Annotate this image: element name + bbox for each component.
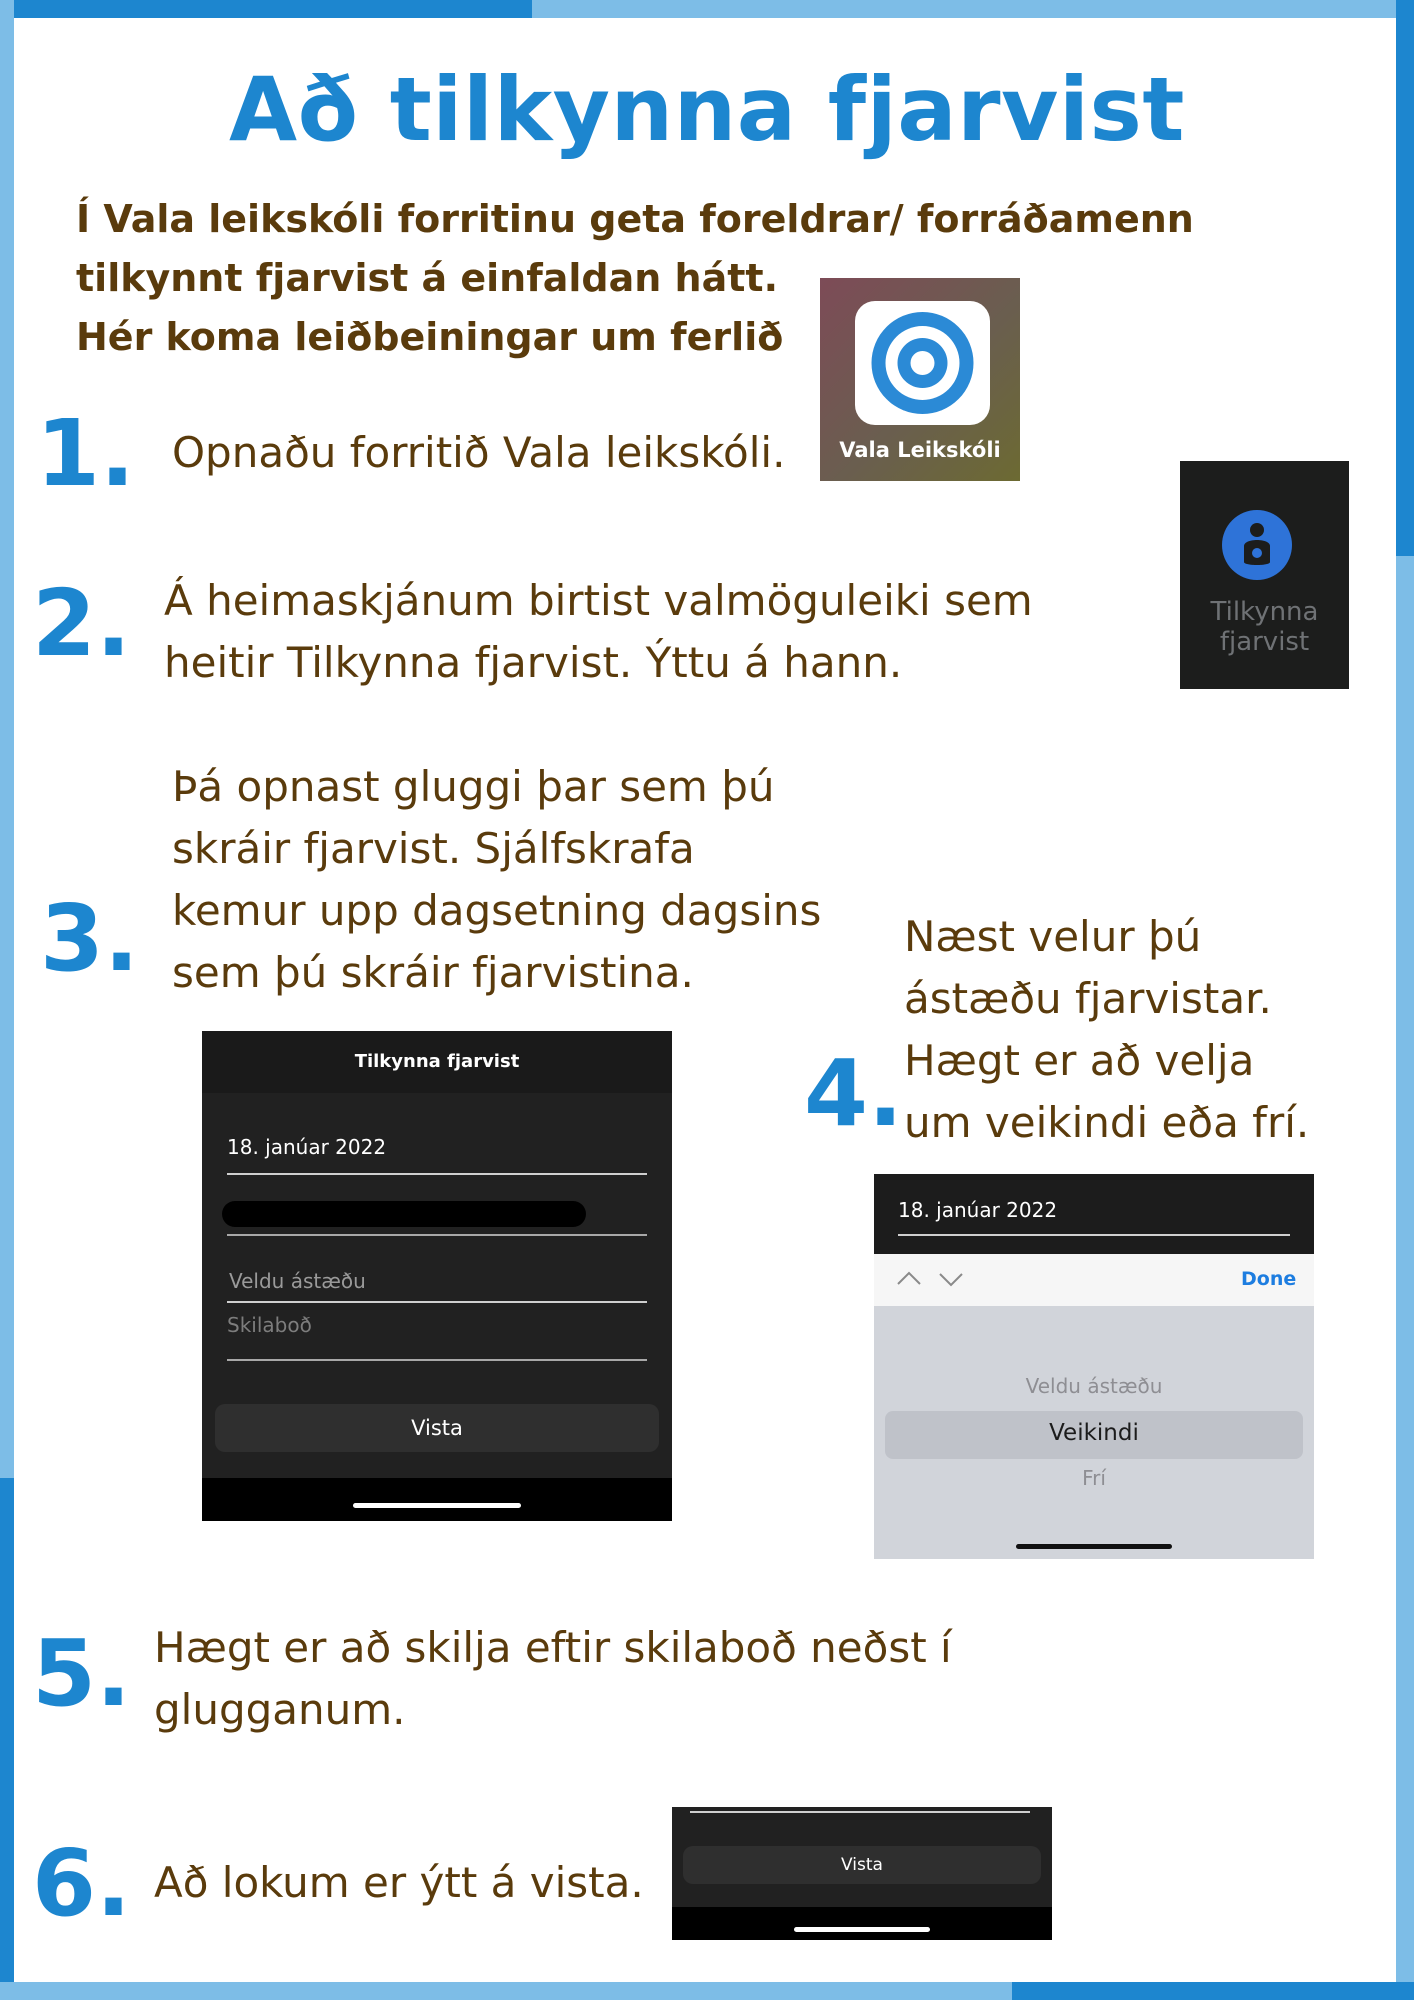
date-field[interactable]: 18. janúar 2022 bbox=[227, 1135, 387, 1159]
picker-toolbar bbox=[874, 1254, 1314, 1306]
divider bbox=[898, 1234, 1290, 1236]
app-icon-label: Vala Leikskóli bbox=[839, 438, 1001, 462]
intro-text bbox=[76, 190, 1346, 367]
vala-app-icon bbox=[820, 278, 1020, 481]
frame-left-light bbox=[0, 0, 14, 1478]
home-indicator bbox=[1016, 1544, 1172, 1549]
step-4-number: 4. bbox=[804, 1040, 903, 1147]
tile-label bbox=[1180, 597, 1349, 657]
screen-footer bbox=[202, 1478, 672, 1521]
chevron-up-icon[interactable] bbox=[894, 1264, 924, 1294]
redacted-field bbox=[222, 1201, 586, 1227]
step-2-text: Á heimaskjánum birtist valmöguleiki sem heitir Tilkynna fjarvist. Ýttu á hann. bbox=[164, 576, 1033, 687]
save-button[interactable]: Vista bbox=[683, 1846, 1041, 1884]
tile-label-line-2: fjarvist bbox=[1219, 627, 1310, 657]
target-icon bbox=[855, 301, 990, 425]
date-field[interactable]: 18. janúar 2022 bbox=[898, 1198, 1058, 1222]
divider bbox=[227, 1301, 647, 1303]
frame-bottom-light bbox=[0, 1982, 1012, 2000]
reason-picker-screen bbox=[874, 1174, 1314, 1559]
reason-select[interactable]: Veldu ástæðu bbox=[229, 1269, 366, 1293]
divider bbox=[227, 1359, 647, 1361]
frame-right-light bbox=[1396, 556, 1414, 2000]
step-5-text: Hægt er að skilja eftir skilaboð neðst í glugganum. bbox=[154, 1623, 952, 1734]
picker-option-selected[interactable]: Veikindi bbox=[1049, 1420, 1139, 1446]
step-4-text: Næst velur þú ástæðu fjarvistar. Hægt er að velja um veikindi eða frí. bbox=[904, 912, 1310, 1147]
intro-line-1: Í Vala leikskóli forritinu geta foreldrar/ forráðamenn tilkynnt fjarvist á einfaldan hátt. bbox=[76, 197, 1194, 300]
done-button[interactable]: Done bbox=[1241, 1268, 1297, 1290]
frame-bottom-dark bbox=[1012, 1982, 1414, 2000]
step-1-text: Opnaðu forritið Vala leikskóli. bbox=[172, 428, 786, 477]
step-1-number: 1. bbox=[36, 400, 135, 507]
tile-label-line-1: Tilkynna bbox=[1210, 597, 1319, 627]
save-button[interactable]: Vista bbox=[215, 1404, 659, 1452]
picker-option[interactable]: Veldu ástæðu bbox=[1025, 1374, 1163, 1398]
step-3-number: 3. bbox=[40, 885, 139, 992]
step-3-text: Þá opnast gluggi þar sem þú skráir fjarvist. Sjálfskrafa kemur upp dagsetning dagsins sem þú skráir fjarvistina. bbox=[172, 762, 822, 997]
frame-top-light bbox=[532, 0, 1414, 18]
child-icon bbox=[1222, 510, 1292, 580]
frame-top-dark bbox=[0, 0, 532, 18]
home-indicator bbox=[794, 1927, 930, 1932]
step-6-number: 6. bbox=[32, 1830, 131, 1937]
divider bbox=[227, 1173, 647, 1175]
page-title: Að tilkynna fjarvist bbox=[229, 58, 1185, 161]
divider bbox=[227, 1234, 647, 1236]
home-indicator bbox=[353, 1503, 521, 1508]
picker-option[interactable]: Frí bbox=[1082, 1466, 1106, 1490]
save-screen bbox=[672, 1807, 1052, 1940]
intro-line-2: Hér koma leiðbeiningar um ferlið bbox=[76, 315, 784, 359]
chevron-down-icon[interactable] bbox=[936, 1264, 966, 1294]
tilkynna-fjarvist-tile bbox=[1180, 461, 1349, 689]
message-input[interactable]: Skilaboð bbox=[227, 1313, 312, 1337]
step-6-text: Að lokum er ýtt á vista. bbox=[154, 1858, 644, 1907]
frame-left-dark bbox=[0, 1478, 14, 2000]
form-header-title: Tilkynna fjarvist bbox=[354, 1051, 520, 1072]
step-2-number: 2. bbox=[32, 570, 131, 677]
screen-footer bbox=[672, 1907, 1052, 1940]
absence-form-screen bbox=[202, 1031, 672, 1521]
divider bbox=[690, 1811, 1030, 1813]
step-5-number: 5. bbox=[32, 1620, 131, 1727]
